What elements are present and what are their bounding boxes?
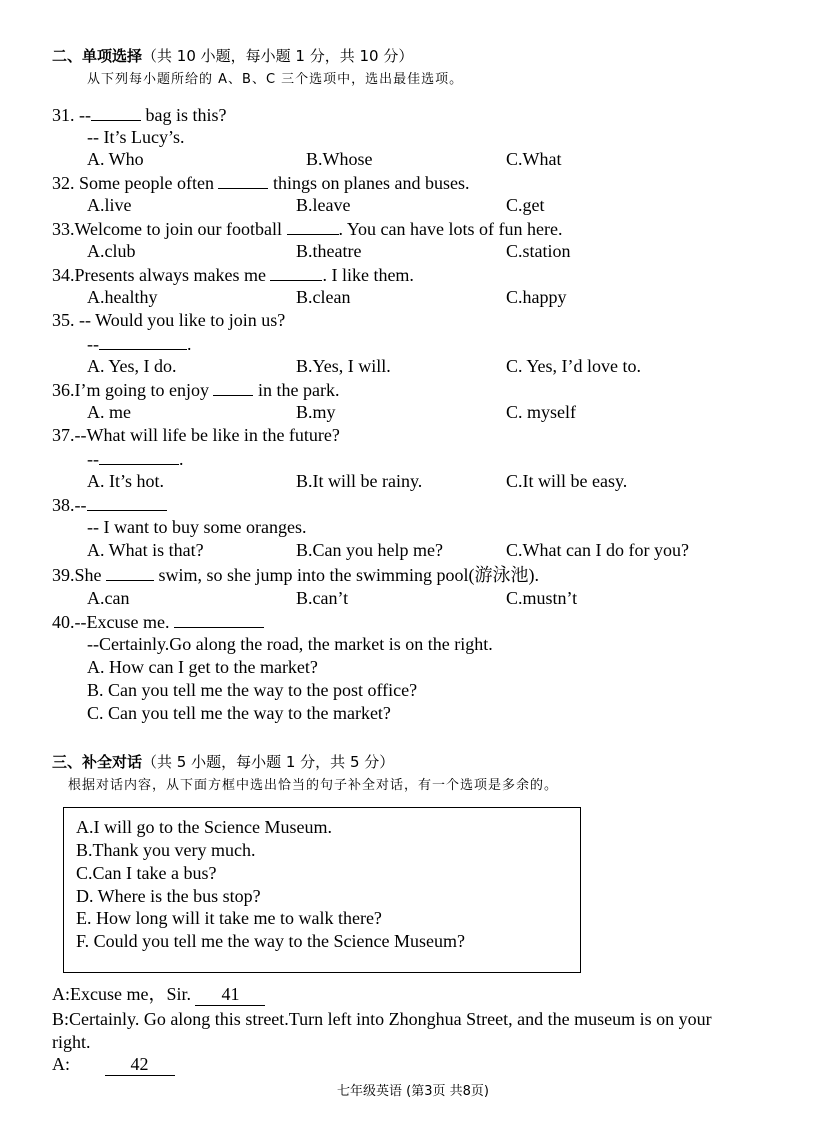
option-c[interactable]: C. myself bbox=[506, 402, 576, 422]
question-37: 37.--What will life be like in the future? bbox=[52, 425, 340, 445]
question-39: 39.She swim, so she jump into the swimming pool(游泳池). bbox=[52, 565, 539, 585]
dialog-line-4: A: 42 bbox=[52, 1053, 175, 1076]
question-38: 38.-- bbox=[52, 493, 167, 516]
option-a[interactable]: A. What is that? bbox=[87, 540, 204, 560]
option-b[interactable]: B.my bbox=[296, 402, 336, 422]
question-33: 33.Welcome to join our football . You can have lots of fun here. bbox=[52, 219, 563, 239]
box-option-a: A.I will go to the Science Museum. bbox=[76, 817, 332, 837]
answer-blank[interactable] bbox=[213, 378, 253, 396]
section-2-heading bbox=[52, 46, 413, 66]
option-b[interactable]: B.leave bbox=[296, 195, 351, 215]
answer-blank[interactable] bbox=[287, 217, 339, 235]
option-c[interactable]: C.get bbox=[506, 195, 545, 215]
option-c[interactable]: C.What bbox=[506, 149, 562, 169]
section-3-heading bbox=[52, 752, 394, 772]
answer-blank[interactable] bbox=[87, 493, 167, 511]
answer-blank[interactable] bbox=[218, 171, 268, 189]
box-option-e: E. How long will it take me to walk there? bbox=[76, 908, 382, 928]
section-3-instruction: 根据对话内容，从下面方框中选出恰当的句子补全对话，有一个选项是多余的。 bbox=[68, 778, 559, 793]
option-a[interactable]: A.can bbox=[87, 588, 130, 608]
section-3-title: 三、补全对话 bbox=[52, 753, 143, 771]
option-a[interactable]: A. me bbox=[87, 402, 131, 422]
question-35: 35. -- Would you like to join us? bbox=[52, 310, 286, 330]
question-38-reply: -- I want to buy some oranges. bbox=[87, 517, 307, 537]
option-a[interactable]: A. Who bbox=[87, 149, 144, 169]
option-b[interactable]: B.theatre bbox=[296, 241, 362, 261]
option-c[interactable]: C.mustn’t bbox=[506, 588, 578, 608]
option-c[interactable]: C.What can I do for you? bbox=[506, 540, 689, 560]
box-option-b: B.Thank you very much. bbox=[76, 840, 256, 860]
option-a[interactable]: A.live bbox=[87, 195, 132, 215]
answer-blank[interactable] bbox=[91, 103, 141, 121]
option-a[interactable]: A. How can I get to the market? bbox=[87, 657, 318, 677]
option-b[interactable]: B.clean bbox=[296, 287, 351, 307]
question-34: 34.Presents always makes me . I like them. bbox=[52, 265, 414, 285]
section-2-instruction: 从下列每小题所给的 A、B、C 三个选项中，选出最佳选项。 bbox=[87, 72, 464, 87]
dialog-line-1: A:Excuse me，Sir. 41 bbox=[52, 983, 265, 1006]
option-c[interactable]: C.It will be easy. bbox=[506, 471, 628, 491]
option-a[interactable]: A.healthy bbox=[87, 287, 158, 307]
answer-blank[interactable] bbox=[99, 447, 179, 465]
box-option-f: F. Could you tell me the way to the Science Museum? bbox=[76, 931, 465, 951]
option-c[interactable]: C.station bbox=[506, 241, 571, 261]
option-b[interactable]: B. Can you tell me the way to the post office? bbox=[87, 680, 418, 700]
question-31: 31. -- bag is this? bbox=[52, 105, 227, 125]
answer-blank[interactable] bbox=[270, 263, 322, 281]
section-2-note: （共 10 小题，每小题 1 分，共 10 分） bbox=[142, 47, 414, 65]
option-b[interactable]: B.Yes, I will. bbox=[296, 356, 391, 376]
question-32: 32. Some people often things on planes and buses. bbox=[52, 173, 470, 193]
option-b[interactable]: B.can’t bbox=[296, 588, 349, 608]
option-c[interactable]: C.happy bbox=[506, 287, 567, 307]
section-3-note: （共 5 小题，每小题 1 分，共 5 分） bbox=[142, 753, 395, 771]
answer-blank[interactable] bbox=[174, 610, 264, 628]
question-35-reply: -- . bbox=[87, 334, 192, 354]
dialog-line-2: B:Certainly. Go along this street.Turn left into Zhonghua Street, and the museum is on your bbox=[52, 1009, 712, 1029]
answer-blank-42[interactable]: 42 bbox=[105, 1053, 175, 1076]
question-37-reply: -- . bbox=[87, 449, 184, 469]
question-36: 36.I’m going to enjoy in the park. bbox=[52, 380, 340, 400]
question-31-reply: -- It’s Lucy’s. bbox=[87, 127, 185, 147]
option-a[interactable]: A. Yes, I do. bbox=[87, 356, 177, 376]
option-b[interactable]: B.Can you help me? bbox=[296, 540, 443, 560]
option-a[interactable]: A. It’s hot. bbox=[87, 471, 165, 491]
question-40: 40.--Excuse me. bbox=[52, 610, 264, 633]
option-c[interactable]: C. Yes, I’d love to. bbox=[506, 356, 642, 376]
option-a[interactable]: A.club bbox=[87, 241, 136, 261]
box-option-d: D. Where is the bus stop? bbox=[76, 886, 261, 906]
option-b[interactable]: B.Whose bbox=[306, 149, 373, 169]
answer-blank[interactable] bbox=[106, 563, 154, 581]
answer-blank[interactable] bbox=[99, 332, 187, 350]
option-b[interactable]: B.It will be rainy. bbox=[296, 471, 423, 491]
answer-blank-41[interactable]: 41 bbox=[195, 983, 265, 1006]
question-40-reply: --Certainly.Go along the road, the market is on the right. bbox=[87, 634, 493, 654]
page-footer: 七年级英语 (第3页 共8页) bbox=[337, 1084, 489, 1099]
box-option-c: C.Can I take a bus? bbox=[76, 863, 217, 883]
option-c[interactable]: C. Can you tell me the way to the market? bbox=[87, 703, 391, 723]
section-2-title: 二、单项选择 bbox=[52, 47, 143, 65]
dialog-line-3: right. bbox=[52, 1032, 91, 1052]
